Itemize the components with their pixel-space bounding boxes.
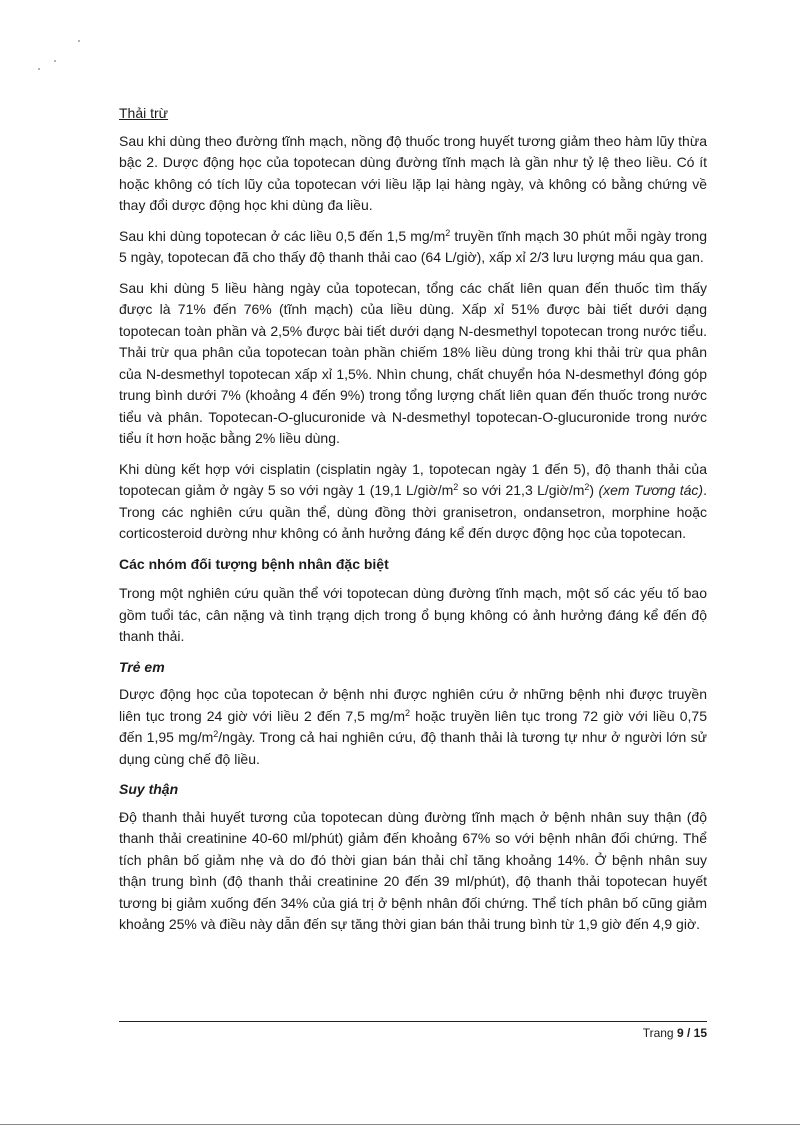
scan-speck <box>78 40 80 42</box>
subheading-children: Trẻ em <box>119 658 165 675</box>
scan-speck <box>54 60 56 62</box>
page-bottom-edge <box>0 1124 800 1125</box>
paragraph-excretion: Sau khi dùng 5 liều hàng ngày của topotecan, tổng các chất liên quan đến thuốc tìm thấy được là 71% đến 76% (tĩnh mạch) của liều dùng. Xấp xỉ 51% được bài tiết dưới dạng topotecan toàn phần và 2,5% được bài tiết dưới dạng N-desmethyl topotecan trong nước tiểu. Thải trừ qua phân của topotecan toàn phần chiếm 18% liều dùng trong khi thải trừ qua phân của N-desmethyl topotecan xấp xỉ 1,5%. Nhìn chung, chất chuyển hóa N-desmethyl đóng góp trung bình dưới 7% (khoảng 4 đến 9%) trong tổng lượng chất liên quan đến thuốc trong nước tiểu và phân. Topotecan-O-glucuronide và N-desmethyl topotecan-O-glucuronide trong nước tiểu ít hơn hoặc bằng 2% liều dùng. <box>119 279 707 446</box>
scan-speck <box>38 68 40 70</box>
paragraph-renal-impairment: Độ thanh thải huyết tương của topotecan dùng đường tĩnh mạch ở bệnh nhân suy thận (độ thanh thải creatinine 40-60 ml/phút) giảm đến khoảng 67% so với bệnh nhân đối chứng. Thể tích phân bố giảm nhẹ và do đó thời gian bán thải chỉ tăng khoảng 14%. Ở bệnh nhân suy thận trung bình (độ thanh thải creatinine 20 đến 39 ml/phút), độ thanh thải topotecan huyết tương bị giảm xuống đến 34% của giá trị ở bệnh nhân đối chứng. Thể tích phân bố cũng giảm khoảng 25% và điều này dẫn đến sự tăng thời gian bán thải trung bình từ 1,9 giờ đến 4,9 giờ. <box>119 808 707 932</box>
section-heading-elimination: Thải trừ <box>119 105 169 121</box>
paragraph-population-study: Trong một nghiên cứu quần thể với topotecan dùng đường tĩnh mạch, một số các yếu tố bao gồm tuổi tác, cân nặng và tình trạng dịch trong ổ bụng không có ảnh hưởng đáng kể đến độ thanh thải. <box>119 585 707 644</box>
paragraph-cisplatin-interaction: Khi dùng kết hợp với cisplatin (cisplatin ngày 1, topotecan ngày 1 đến 5), độ thanh thải của topotecan giảm ở ngày 5 so với ngày 1 (19,1 $L/giờ/m^2$ so với 21,3 $L/giờ/m^2$) (xem Tương tác). Trong các nghiên cứu quần thể, dùng đồng thời granisetron, ondansetron, morphine hoặc corticosteroid dường như không có ảnh hưởng đáng kể đến dược động học của topotecan. <box>119 460 707 541</box>
section-heading-special-populations: Các nhóm đối tượng bệnh nhân đặc biệt <box>119 555 389 572</box>
paragraph-pediatric: Dược động học của topotecan ở bệnh nhi được nghiên cứu ở những bệnh nhi được truyền liên tục trong 24 giờ với liều 2 đến 7,5 $mg/m^2$ hoặc truyền liên tục trong 72 giờ với liều 0,75 đến 1,95 $mg/m^2$/ngày. Trong cả hai nghiên cứu, độ thanh thải là tương tự như ở người lớn sử dụng cùng chế độ liều. <box>119 686 707 767</box>
paragraph-elimination-kinetics: Sau khi dùng theo đường tĩnh mạch, nồng độ thuốc trong huyết tương giảm theo hàm lũy thừa bậc 2. Dược động học của topotecan dùng đường tĩnh mạch là gần như tỷ lệ theo liều. Có ít hoặc không có tích lũy của topotecan với liều lặp lại hàng ngày, và không có bằng chứng về thay đổi dược động học khi dùng đa liều. <box>119 132 707 213</box>
paragraph-clearance: Sau khi dùng topotecan ở các liều 0,5 đến 1,5 $mg/m^2$ truyền tĩnh mạch 30 phút mỗi ngày trong 5 ngày, topotecan đã cho thấy độ thanh thải cao (64 L/giờ), xấp xỉ 2/3 lưu lượng máu qua gan. <box>119 227 708 265</box>
page-number: Trang 9 / 15 <box>642 1026 707 1040</box>
document-body <box>119 103 707 936</box>
footer-divider <box>119 1021 707 1022</box>
subheading-renal-impairment: Suy thận <box>119 781 179 797</box>
cross-reference-interactions: (xem Tương tác) <box>598 482 704 498</box>
